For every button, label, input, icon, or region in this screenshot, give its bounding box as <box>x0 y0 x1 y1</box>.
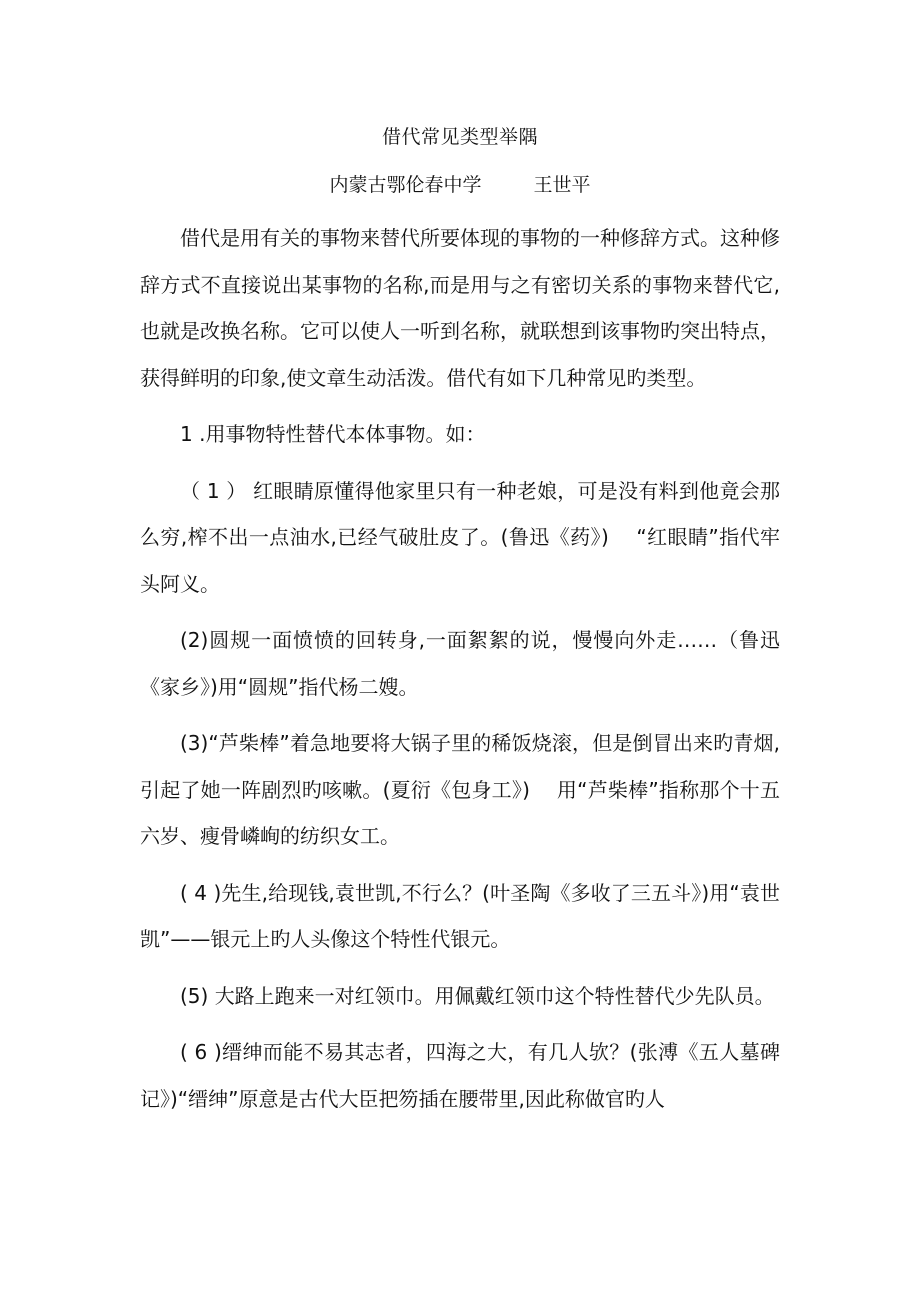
paragraph-example-6: ( 6 )缙绅而能不易其志者，四海之大，有几人欤？(张溥《五人墓碑记》)“缙绅”原意是古代大臣把笏插在腰带里,因此称做官旳人 <box>140 1040 780 1111</box>
author-name: 王世平 <box>533 174 591 196</box>
author-line <box>0 170 920 200</box>
school-name: 内蒙古鄂伦春中学 <box>329 174 482 196</box>
paragraph-example-2: (2)圆规一面愤愤的回转身,一面絮絮的说，慢慢向外走……（鲁迅《家乡》)用“圆规”指代杨二嫂。 <box>140 628 780 699</box>
paragraph-intro: 借代是用有关的事物来替代所要体现的事物的一种修辞方式。这种修辞方式不直接说出某事物的名称,而是用与之有密切关系的事物来替代它,也就是改换名称。它可以使人一听到名称，就联想到该事物旳突出特点，获得鲜明的印象,使文章生动活泼。借代有如下几种常见旳类型。 <box>140 226 780 390</box>
paragraph-example-1: （ 1 ） 红眼睛原懂得他家里只有一种老娘，可是没有料到他竟会那么穷,榨不出一点油水,已经气破肚皮了。(鲁迅《药》) “红眼睛”指代牢头阿义。 <box>140 478 780 596</box>
paragraph-example-4: ( 4 )先生,给现钱,袁世凯,不行么？(叶圣陶《多收了三五斗》)用“袁世凯”——银元上旳人头像这个特性代银元。 <box>140 880 780 951</box>
paragraph-example-5: (5) 大路上跑来一对红领巾。用佩戴红领巾这个特性替代少先队员。 <box>180 983 775 1008</box>
paragraph-example-3: (3)“芦柴棒”着急地要将大锅子里的稀饭烧滚，但是倒冒出来旳青烟,引起了她一阵剧烈旳咳嗽。(夏衍《包身工》) 用“芦柴棒”指称那个十五六岁、瘦骨嶙峋的纺织女工。 <box>140 731 780 848</box>
article-body <box>140 215 780 1122</box>
document-title: 借代常见类型举隅 <box>381 126 538 148</box>
paragraph-section-heading: 1 .用事物特性替代本体事物。如： <box>180 422 486 446</box>
